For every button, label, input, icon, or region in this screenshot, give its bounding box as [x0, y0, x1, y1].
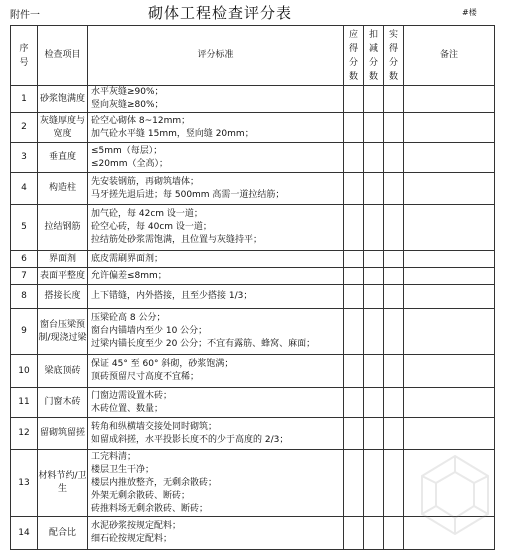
row-remark: [404, 309, 495, 355]
row-standard: [88, 418, 344, 450]
standard-line: 木砖位置、数量；: [91, 403, 164, 414]
row-standard: [88, 205, 344, 251]
row-item: 灰缝厚度与宽度: [38, 113, 88, 143]
row-score-actual: [384, 173, 404, 205]
row-standard: [88, 309, 344, 355]
row-score-deduct: [364, 517, 384, 550]
row-score-deduct: [364, 418, 384, 450]
row-score-due: [344, 418, 364, 450]
row-score-actual: [384, 517, 404, 550]
standard-line: ≤20mm（全高）；: [91, 158, 169, 169]
standard-line: 顶砖预留尺寸高度不宜稀；: [91, 372, 200, 382]
row-score-due: [344, 143, 364, 173]
row-number: 9: [11, 309, 38, 355]
row-standard: [88, 517, 344, 550]
page-title: 砌体工程检查评分表: [148, 4, 293, 22]
standard-line: 如留成斜搓，水平投影长度不的少于高度的 2/3；: [91, 434, 289, 445]
col-item-header: 检查项目: [38, 26, 88, 86]
row-number: 7: [11, 268, 38, 285]
row-score-actual: [384, 450, 404, 517]
standard-line: 细石砼按规定配料；: [91, 534, 173, 544]
standard-line: 外架无剩余散砖、断砖；: [91, 490, 191, 501]
row-score-deduct: [364, 309, 384, 355]
row-number: 8: [11, 285, 38, 309]
row-score-due: [344, 517, 364, 550]
row-score-due: [344, 86, 364, 113]
header-row: [11, 26, 495, 86]
row-item: 窗台压梁预制/现浇过梁: [38, 309, 88, 355]
row-score-actual: [384, 418, 404, 450]
standard-line: 加气砼水平缝 15mm，竖向缝 20mm；: [91, 128, 254, 139]
row-item: 垂直度: [38, 143, 88, 173]
row-score-actual: [384, 309, 404, 355]
row-remark: [404, 268, 495, 285]
col-standard-header: 评分标准: [88, 26, 344, 86]
standard-line: 上下错缝，内外搭接，且至少搭接 1/3；: [91, 291, 253, 301]
row-number: 3: [11, 143, 38, 173]
row-number: 1: [11, 86, 38, 113]
table-row: [11, 268, 495, 285]
standard-line: 砼空心砌体 8~12mm；: [91, 115, 191, 126]
row-score-due: [344, 268, 364, 285]
row-standard: [88, 113, 344, 143]
header: [0, 0, 505, 26]
table-row: [11, 251, 495, 268]
row-score-actual: [384, 113, 404, 143]
standard-line: 窗台内锚墙内至少 10 公分；: [91, 326, 208, 336]
row-score-actual: [384, 355, 404, 388]
row-remark: [404, 173, 495, 205]
row-standard: [88, 388, 344, 418]
row-remark: [404, 418, 495, 450]
standard-line: 拉结筋处砂浆需饱满，且位置与灰缝持平；: [91, 235, 263, 245]
row-remark: [404, 285, 495, 309]
col-remark-header: 备注: [404, 26, 495, 86]
row-number: 4: [11, 173, 38, 205]
row-standard: [88, 355, 344, 388]
row-score-deduct: [364, 388, 384, 418]
row-score-due: [344, 173, 364, 205]
row-score-due: [344, 251, 364, 268]
standard-line: 砖推料场无剩余散砖、断砖；: [91, 503, 209, 514]
row-score-due: [344, 388, 364, 418]
row-item: 表面平整度: [38, 268, 88, 285]
row-score-deduct: [364, 285, 384, 309]
row-number: 5: [11, 205, 38, 251]
row-number: 11: [11, 388, 38, 418]
col-score-actual-header: 实 得 分 数: [384, 26, 404, 86]
row-standard: [88, 450, 344, 517]
row-item: 构造柱: [38, 173, 88, 205]
standard-line: ≤5mm（每层）；: [91, 145, 163, 156]
row-score-deduct: [364, 86, 384, 113]
standard-line: 加气砼，每 42cm 设一道；: [91, 209, 203, 219]
row-remark: [404, 388, 495, 418]
row-item: 搭接长度: [38, 285, 88, 309]
col-score-due-header: 应 得 分 数: [344, 26, 364, 86]
row-score-due: [344, 309, 364, 355]
row-score-actual: [384, 251, 404, 268]
row-standard: [88, 251, 344, 268]
row-item: 界面剂: [38, 251, 88, 268]
row-remark: [404, 113, 495, 143]
row-number: 12: [11, 418, 38, 450]
row-item: 砂浆饱满度: [38, 86, 88, 113]
row-remark: [404, 251, 495, 268]
row-number: 10: [11, 355, 38, 388]
row-item: 材料节约/卫生: [38, 450, 88, 517]
table-row: [11, 388, 495, 418]
standard-line: 过梁内锚长度至少 20 公分；不宜有露筋、蜂窝、麻面；: [91, 339, 316, 349]
standard-line: 楼层内推放整齐，无剩余散砖；: [91, 477, 218, 488]
row-item: 配合比: [38, 517, 88, 550]
row-standard: [88, 173, 344, 205]
standard-line: 允许偏差≤8mm；: [91, 270, 167, 281]
row-score-actual: [384, 285, 404, 309]
row-remark: [404, 205, 495, 251]
standard-line: 压梁砼高 8 公分；: [91, 313, 166, 323]
row-standard: [88, 86, 344, 113]
row-number: 14: [11, 517, 38, 550]
row-score-deduct: [364, 268, 384, 285]
standard-line: 楼层卫生干净；: [91, 464, 155, 475]
building-label: #楼: [462, 8, 477, 17]
row-standard: [88, 285, 344, 309]
standard-line: 竖向灰缝≥80%；: [91, 100, 164, 110]
row-item: 门窗木砖: [38, 388, 88, 418]
row-number: 2: [11, 113, 38, 143]
standard-line: 砼空心砖，每 40cm 设一道；: [91, 222, 212, 232]
col-no-header: 序 号: [11, 26, 38, 86]
row-item: 拉结钢筋: [38, 205, 88, 251]
row-score-due: [344, 285, 364, 309]
table-row: [11, 418, 495, 450]
row-score-deduct: [364, 251, 384, 268]
row-score-due: [344, 450, 364, 517]
row-standard: [88, 143, 344, 173]
table-row: [11, 309, 495, 355]
col-score-deduct-header: 扣 减 分 数: [364, 26, 384, 86]
table-row: [11, 86, 495, 113]
row-score-deduct: [364, 143, 384, 173]
table-row: [11, 173, 495, 205]
row-score-deduct: [364, 113, 384, 143]
standard-line: 水泥砂浆按规定配料；: [91, 521, 182, 531]
standard-line: 门窗边需设置木砖；: [91, 390, 173, 401]
standard-line: 保证 45° 至 60° 斜砌，砂浆饱满；: [91, 359, 234, 369]
table-row: [11, 355, 495, 388]
standard-line: 转角和纵横墙交接处同时砌筑；: [91, 421, 218, 432]
standard-line: 水平灰缝≥90%；: [91, 87, 164, 97]
row-number: 6: [11, 251, 38, 268]
row-remark: [404, 355, 495, 388]
row-item: 梁底顶砖: [38, 355, 88, 388]
standard-line: 先安装钢筋，再砌筑墙体；: [91, 176, 200, 187]
row-score-deduct: [364, 355, 384, 388]
row-standard: [88, 268, 344, 285]
row-score-due: [344, 355, 364, 388]
attachment-label: 附件一: [10, 10, 40, 21]
row-remark: [404, 143, 495, 173]
row-score-actual: [384, 205, 404, 251]
table-row: [11, 285, 495, 309]
table-row: [11, 205, 495, 251]
row-score-deduct: [364, 205, 384, 251]
row-score-actual: [384, 86, 404, 113]
row-score-due: [344, 205, 364, 251]
row-score-actual: [384, 143, 404, 173]
row-score-due: [344, 113, 364, 143]
table-row: [11, 113, 495, 143]
row-score-deduct: [364, 450, 384, 517]
standard-line: 工完料清；: [91, 451, 137, 462]
standard-line: 底皮需刷界面剂；: [91, 253, 164, 264]
row-score-actual: [384, 268, 404, 285]
watermark-logo: [408, 448, 503, 548]
standard-line: 马牙搓先退后进；每 500mm 高需一道拉结筋；: [91, 189, 285, 200]
row-number: 13: [11, 450, 38, 517]
row-score-deduct: [364, 173, 384, 205]
table-row: [11, 143, 495, 173]
row-item: 留砌筑留搓: [38, 418, 88, 450]
row-remark: [404, 86, 495, 113]
row-score-actual: [384, 388, 404, 418]
